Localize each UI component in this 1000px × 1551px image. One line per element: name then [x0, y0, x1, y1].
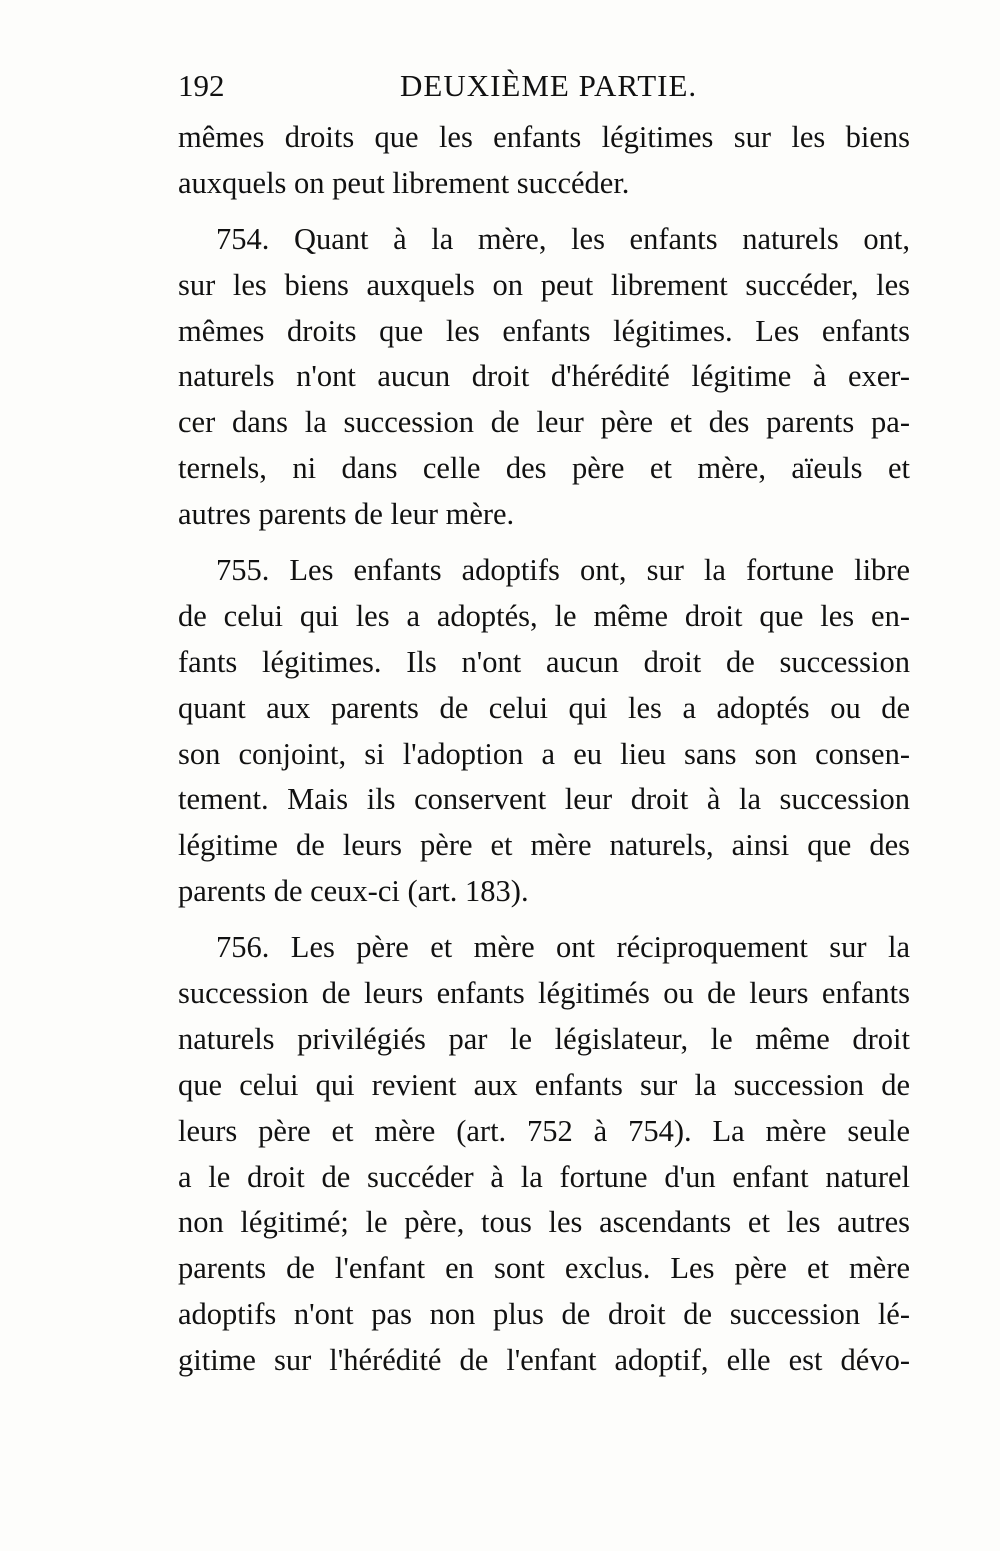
text-line: adoptifs n'ont pas non plus de droit de succession lé-	[178, 1297, 910, 1332]
text-line: 754. Quant à la mère, les enfants naturels ont,	[216, 221, 910, 256]
text-line: mêmes droits que les enfants légitimes sur les biens	[178, 120, 910, 154]
text-line: non légitimé; le père, tous les ascendants et les autres	[178, 1205, 910, 1240]
text-line: légitime de leurs père et mère naturels, ainsi que des	[178, 828, 910, 863]
text-line: cer dans la succession de leur père et des parents pa-	[178, 405, 910, 440]
text-line: a le droit de succéder à la fortune d'un enfant naturel	[178, 1159, 910, 1194]
text-line: tement. Mais ils conservent leur droit à la succession	[178, 782, 910, 817]
paragraph-gap	[178, 915, 910, 925]
text-line: fants légitimes. Ils n'ont aucun droit de succession	[178, 644, 910, 679]
paragraph-756	[178, 925, 910, 1384]
text-line: naturels n'ont aucun droit d'hérédité légitime à exer-	[178, 359, 910, 394]
text-line: auxquels on peut librement succéder.	[178, 165, 630, 200]
paragraph-gap	[178, 207, 910, 217]
text-line: que celui qui revient aux enfants sur la succession de	[178, 1067, 910, 1102]
text-line: de celui qui les a adoptés, le même droit que les en-	[178, 598, 910, 633]
text-line: ternels, ni dans celle des père et mère, aïeuls et	[178, 451, 910, 486]
text-line: quant aux parents de celui qui les a adoptés ou de	[178, 690, 910, 725]
text-line: parents de l'enfant en sont exclus. Les père et mère	[178, 1251, 910, 1286]
paragraph-755	[178, 548, 910, 915]
text-line: leurs père et mère (art. 752 à 754). La mère seule	[178, 1113, 910, 1148]
text-line: mêmes droits que les enfants légitimes. Les enfants	[178, 313, 910, 348]
page-number: 192	[178, 68, 225, 103]
body-text	[178, 115, 910, 1384]
text-line: 756. Les père et mère ont réciproquement sur la	[216, 930, 910, 965]
text-line: autres parents de leur mère.	[178, 497, 515, 532]
text-line: parents de ceux-ci (art. 183).	[178, 874, 529, 909]
text-line: naturels privilégiés par le législateur, le même droit	[178, 1021, 910, 1056]
paragraph-754	[178, 217, 910, 538]
page-header	[178, 68, 910, 112]
paragraph-gap	[178, 538, 910, 548]
running-head: DEUXIÈME PARTIE.	[400, 68, 698, 103]
text-line: son conjoint, si l'adoption a eu lieu sans son consen-	[178, 736, 910, 771]
text-line: 755. Les enfants adoptifs ont, sur la fortune libre	[216, 553, 910, 588]
text-line: sur les biens auxquels on peut librement succéder, les	[178, 267, 910, 302]
text-line: succession de leurs enfants légitimés ou de leurs enfants	[178, 976, 910, 1011]
paragraph-continuation	[178, 115, 910, 207]
text-line: gitime sur l'hérédité de l'enfant adoptif, elle est dévo-	[178, 1343, 910, 1378]
